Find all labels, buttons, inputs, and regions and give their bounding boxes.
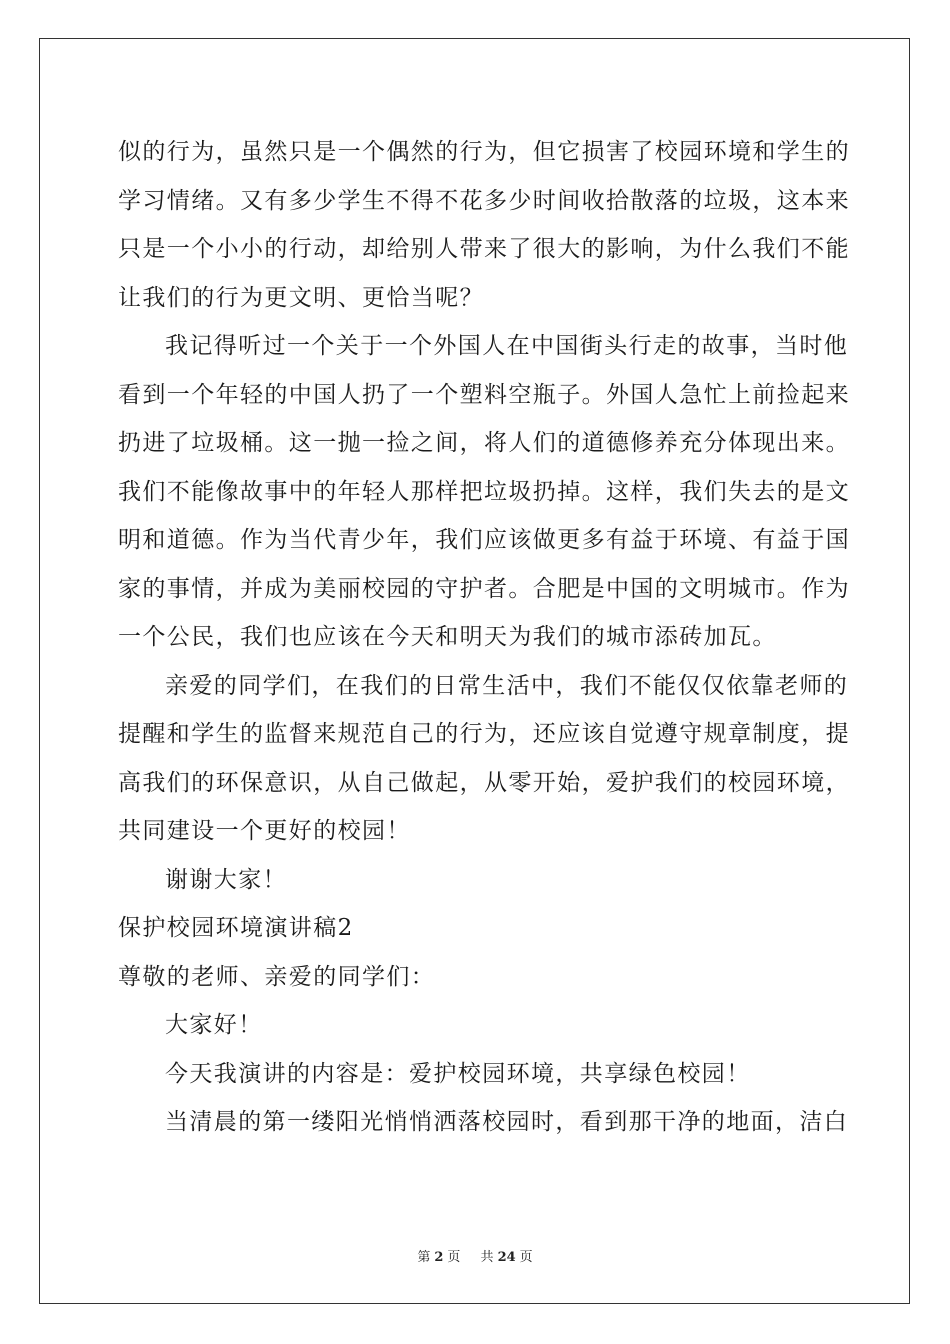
paragraph-start-line: 亲爱的同学们，在我们的日常生活中，我们不能仅仅依靠老师的 (165, 672, 849, 699)
page-prefix: 第 (417, 1250, 431, 1265)
total-suffix: 页 (519, 1250, 533, 1265)
total-prefix: 共 (480, 1250, 494, 1265)
text-line: 我们不能像故事中的年轻人那样把垃圾扔掉。这样，我们失去的是文 (118, 478, 850, 505)
page-number: 2 (434, 1250, 444, 1265)
greeting-line: 大家好！ (165, 1012, 263, 1038)
text-line: 学习情绪。又有多少学生不得不花多少时间收拾散落的垃圾，这本来 (118, 187, 850, 214)
text-line: 扔进了垃圾桶。这一抛一捡之间，将人们的道德修养充分体现出来。 (118, 430, 850, 456)
section-title: 保护校园环境演讲稿2 (118, 915, 354, 941)
page-footer (0, 1246, 950, 1265)
text-line: 看到一个年轻的中国人扔了一个塑料空瓶子。外国人急忙上前捡起来 (118, 381, 850, 408)
text-line: 家的事情，并成为美丽校园的守护者。合肥是中国的文明城市。作为 (118, 575, 850, 602)
paragraph-start-line: 今天我演讲的内容是：爱护校园环境，共享绿色校园！ (165, 1060, 751, 1087)
text-line: 高我们的环保意识，从自己做起，从零开始，爱护我们的校园环境， (118, 769, 850, 796)
text-line: 让我们的行为更文明、更恰当呢？ (118, 284, 484, 311)
text-line: 只是一个小小的行动，却给别人带来了很大的影响，为什么我们不能 (118, 236, 850, 262)
paragraph-start-line: 我记得听过一个关于一个外国人在中国街头行走的故事，当时他 (165, 333, 849, 359)
text-line: 提醒和学生的监督来规范自己的行为，还应该自觉遵守规章制度，提 (118, 721, 850, 747)
salutation: 尊敬的老师、亲爱的同学们： (118, 963, 436, 990)
paragraph-start-line: 当清晨的第一缕阳光悄悄洒落校园时，看到那干净的地面，洁白 (165, 1109, 849, 1135)
total-indicator (477, 1250, 537, 1265)
text-line: 一个公民，我们也应该在今天和明天为我们的城市添砖加瓦。 (118, 624, 777, 650)
total-pages: 24 (497, 1250, 516, 1265)
document-body (118, 128, 850, 1147)
closing-line: 谢谢大家！ (165, 866, 287, 893)
page-indicator (413, 1250, 464, 1265)
page-suffix: 页 (447, 1250, 461, 1265)
text-line: 明和道德。作为当代青少年，我们应该做更多有益于环境、有益于国 (118, 527, 850, 553)
text-line: 似的行为，虽然只是一个偶然的行为，但它损害了校园环境和学生的 (118, 139, 850, 165)
text-line: 共同建设一个更好的校园！ (118, 818, 411, 844)
